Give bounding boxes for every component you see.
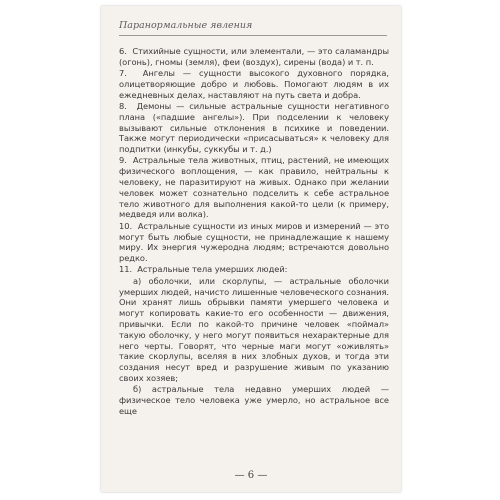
paragraph-7: 7. Ангелы — сущности высокого духовного порядка, олицетворяющие добро и любовь. Помогают людям в их ежедневных делах, наставляют на путь света и добра. <box>119 68 389 100</box>
paragraph-11: 11. Астральные тела умерших людей: <box>119 264 288 275</box>
page-body <box>119 46 389 417</box>
running-header: Паранормальные явления <box>119 20 387 36</box>
book-page <box>101 6 401 492</box>
page-number: — 6 — <box>234 470 268 481</box>
paragraph-9: 9. Астральные тела животных, птиц, растений, не имеющих физического воплощения, — как правило, нейтральны к человеку, не паразитируют на живых. Однако при желании человек может сознательно подселить к себе астральное тело животного для выполнения какой-то цели (к примеру, медведя или волка). <box>119 155 389 220</box>
paragraph-11a: а) оболочки, или скорлупы, — астральные оболочки умерших людей, начисто лишенные человеческого сознания. Они хранят лишь обрывки памяти умершего человека и могут копировать какие-то его особенности — движения, привычки. Если по какой-то причине человек «поймал» такую оболочку, у него могут появиться нехарактерные для него черты. Говорят, что черные маги могут «оживлять» такие скорлупы, вселяя в них злобных духов, и тогда эти создания несут вред и разрушение живым по указанию своих хозяев; <box>119 275 389 383</box>
paragraph-10: 10. Астральные сущности из иных миров и измерений — это могут быть любые сущности, не принадлежащие к нашему миру. Их энергия чужеродна людям; встречаются довольно редко. <box>119 220 389 264</box>
paragraph-8: 8. Демоны — сильные астральные сущности негативного плана («падшие ангелы»). При подселении к человеку вызывают сильные отклонения в психике и поведении. Также могут периодически «присасываться» к человеку для подпитки (инкубы, суккубы и т. д.) <box>119 100 389 155</box>
paragraph-6: 6. Стихийные сущности, или элементали, — это саламандры (огонь), гномы (земля), феи (воздух), сирены (вода) и т. п. <box>119 46 389 67</box>
paragraph-11b: б) астральные тела недавно умерших людей — физическое тело человека уже умерло, но астральное все еще <box>119 384 389 416</box>
